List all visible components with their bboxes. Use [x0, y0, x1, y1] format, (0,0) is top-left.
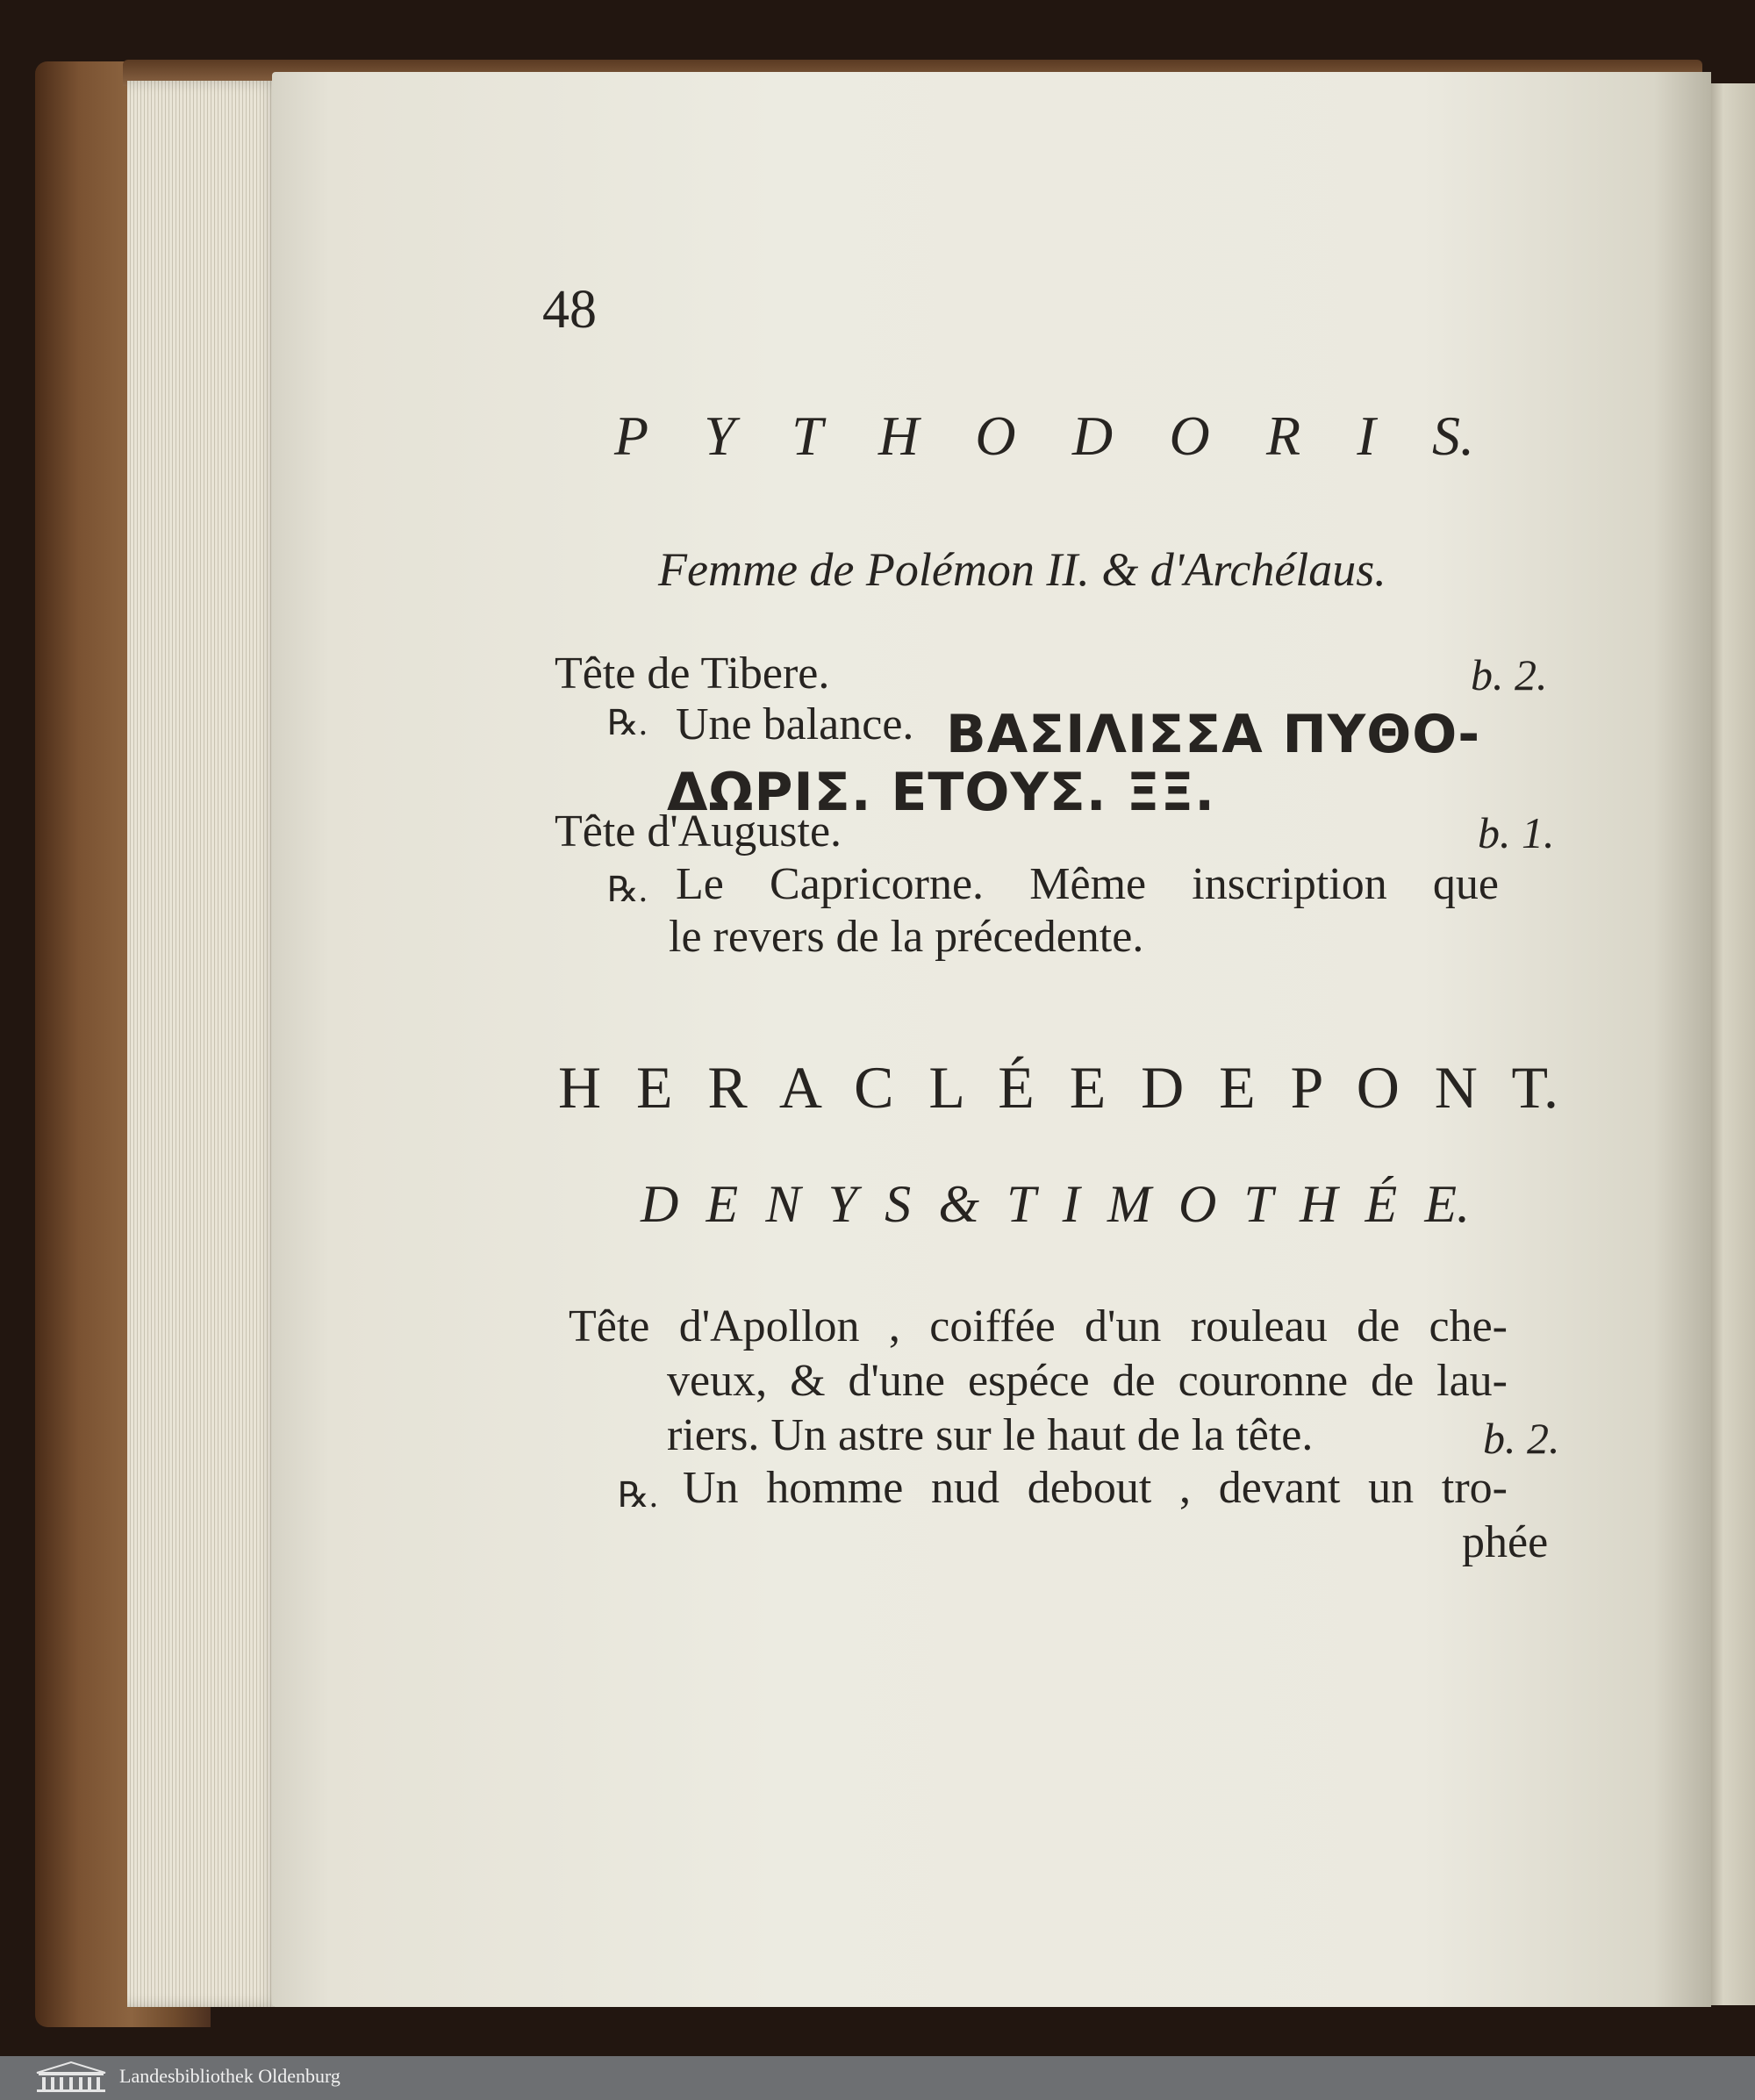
page-block-edges — [127, 81, 281, 2007]
section-title-pythodoris: P Y T H O D O R I S. — [614, 405, 1474, 467]
paragraph-line: veux, & d'une espéce de couronne de lau- — [667, 1356, 1508, 1406]
greek-inscription-line-1: ΒΑΣΙΛΙΣΣΑ ΠΥΘΟ- — [946, 704, 1481, 765]
paragraph-line: Un homme nud debout , devant un tro- — [683, 1463, 1508, 1513]
catchword: phée — [1462, 1517, 1549, 1567]
paragraph-line: riers. Un astre sur le haut de la tête. — [667, 1410, 1314, 1460]
rarity-mark: b. 1. — [1478, 808, 1555, 857]
page-number: 48 — [542, 280, 597, 340]
reverse-label: ℞. — [618, 1475, 658, 1515]
greek-inscription-line-2: ΔΩΡΙΣ. ΕΤΟΥΣ. ΞΞ. — [667, 762, 1216, 823]
coin-reverse-text-cont: le revers de la précedente. — [669, 912, 1144, 962]
viewer-footer-bar — [0, 2056, 1755, 2100]
reverse-label: ℞. — [607, 870, 648, 909]
section-subtitle-pythodoris: Femme de Polémon II. & d'Archélaus. — [658, 543, 1386, 596]
section-heading-heraclee: H E R A C L É E D E P O N T. — [558, 1054, 1558, 1121]
rarity-mark: b. 2. — [1471, 650, 1548, 699]
library-building-icon — [33, 2061, 109, 2094]
reverse-label: ℞. — [607, 703, 648, 742]
section-subtitle-denys-timothee: D E N Y S & T I M O T H É E. — [641, 1175, 1470, 1233]
coin-reverse-text: Une balance. — [676, 699, 914, 749]
paragraph-line: Tête d'Apollon , coiffée d'un rouleau de che- — [569, 1301, 1508, 1351]
library-name: Landesbibliothek Oldenburg — [119, 2065, 340, 2087]
coin-obverse-tibere: Tête de Tibere. — [555, 649, 830, 699]
coin-obverse-auguste: Tête d'Auguste. — [555, 806, 842, 856]
rarity-mark: b. 2. — [1483, 1414, 1560, 1463]
coin-reverse-text: Le Capricorne. Même inscription que — [676, 859, 1499, 909]
book-page — [272, 72, 1711, 2007]
